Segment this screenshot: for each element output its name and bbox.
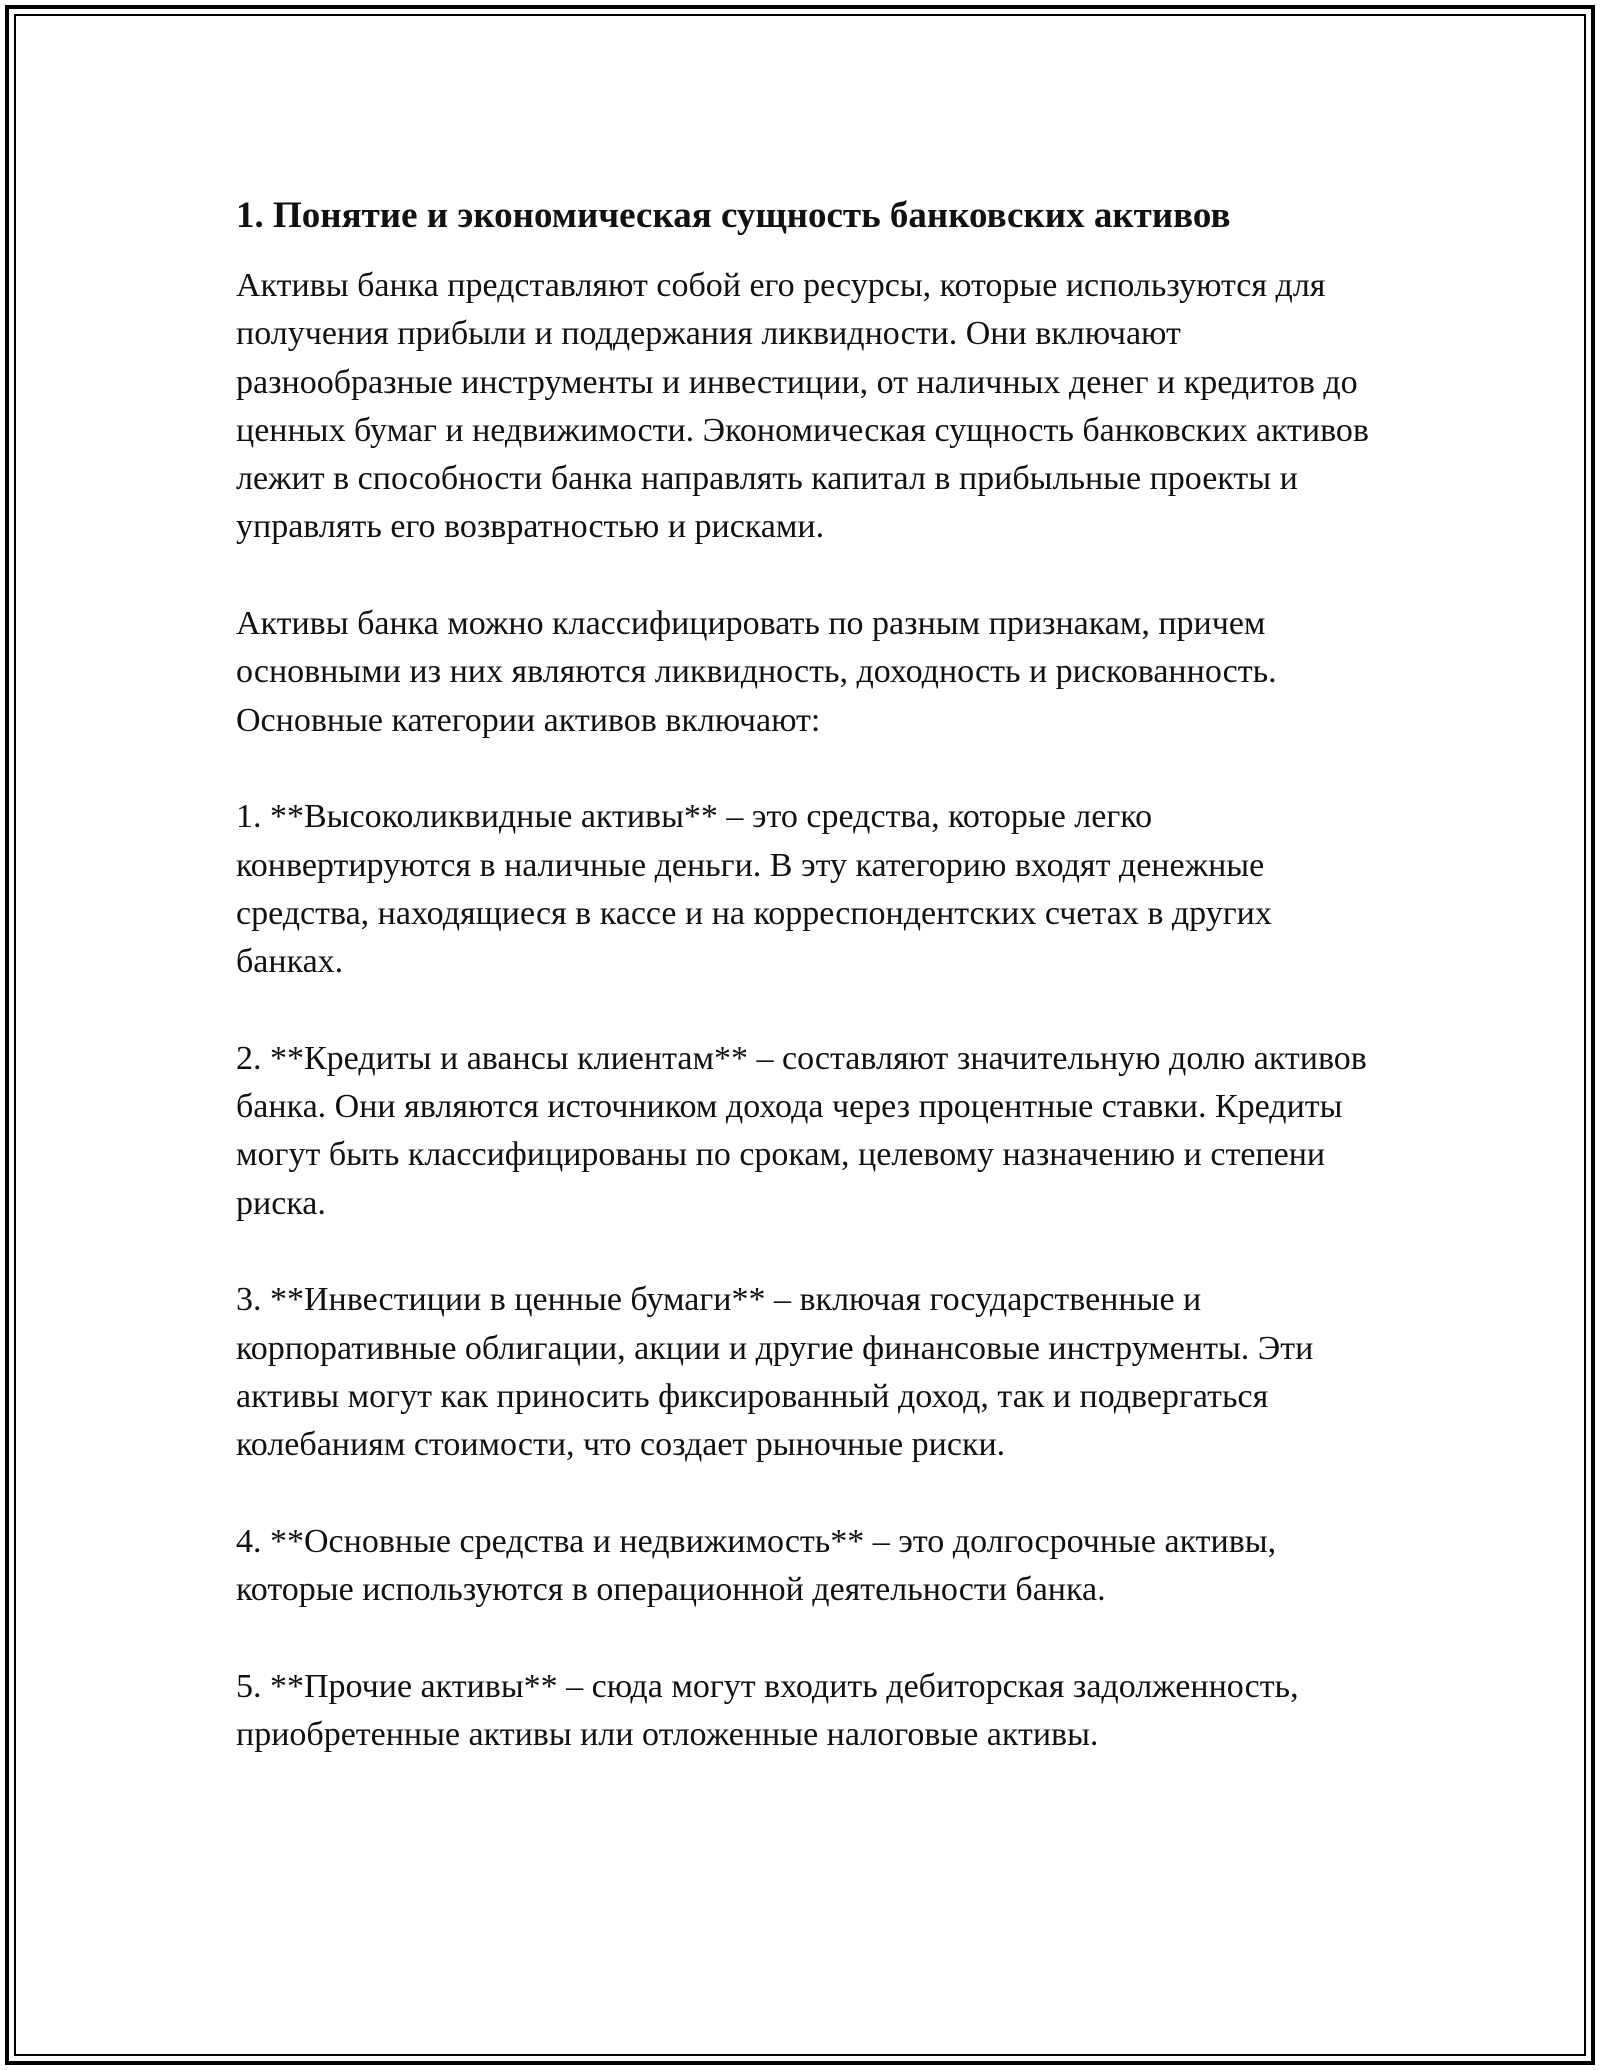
list-item-loans-and-advances: 2. **Кредиты и авансы клиентам** – составляют значительную долю активов банка. Они являются источником дохода через процентные ставки. Кредиты могут быть классифицированы по срокам, целевому назначению и степени риска. — [236, 1039, 1367, 1222]
document-body — [236, 180, 1386, 1759]
paragraph-classification: Активы банка можно классифицировать по разным признакам, причем основными из них являются ликвидность, доходность и рискованность. Основные категории активов включают: — [236, 605, 1277, 739]
section-title: 1. Понятие и экономическая сущность банковских активов — [236, 195, 1231, 236]
list-item-highly-liquid-assets: 1. **Высоколиквидные активы** – это средства, которые легко конвертируются в наличные деньги. В эту категорию входят денежные средства, находящиеся в кассе и на корреспондентских счетах в других банках. — [236, 798, 1272, 981]
list-item-securities-investments: 3. **Инвестиции в ценные бумаги** – включая государственные и корпоративные облигации, акции и другие финансовые инструменты. Эти активы могут как приносить фиксированный доход, так и подвергаться колебаниям стоимости, что создает рыночные риски. — [236, 1281, 1314, 1464]
list-item-other-assets: 5. **Прочие активы** – сюда могут входить дебиторская задолженность, приобретенные активы или отложенные налоговые активы. — [236, 1667, 1299, 1753]
list-item-fixed-assets-real-estate: 4. **Основные средства и недвижимость** – это долгосрочные активы, которые используются в операционной деятельности банка. — [236, 1522, 1277, 1609]
paragraph-intro: Активы банка представляют собой его ресурсы, которые используются для получения прибыли и поддержания ликвидности. Они включают разнообразные инструменты и инвестиции, от наличных денег и кредитов до ценных бумаг и недвижимости. Экономическая сущность банковских активов лежит в способности банка направлять капитал в прибыльные проекты и управлять его возвратностью и рисками. — [236, 267, 1369, 546]
